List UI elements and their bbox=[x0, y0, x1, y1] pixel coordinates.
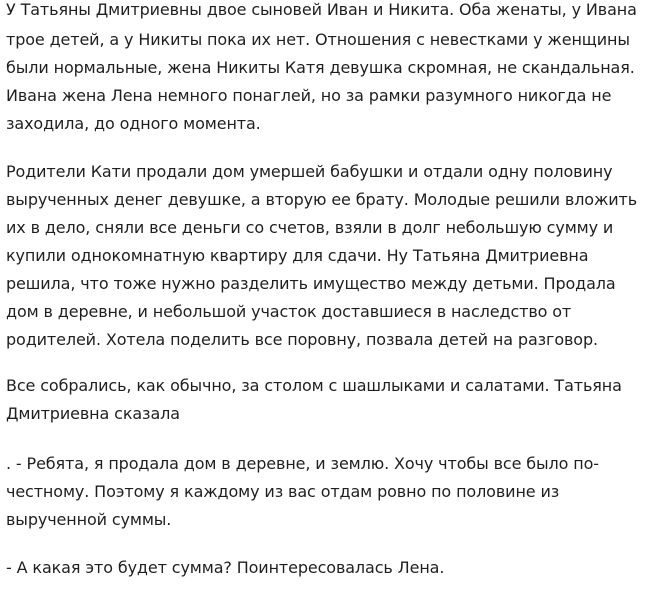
text-line: Дмитриевна сказала bbox=[6, 404, 180, 423]
text-line: дом в деревне, и небольшой участок доставшиеся в наследство от bbox=[6, 302, 572, 321]
text-line: трое детей, а у Никиты пока их нет. Отношения с невестками у женщины bbox=[6, 30, 630, 49]
text-line: вырученных денег девушке, а вторую ее брату. Молодые решили вложить bbox=[6, 190, 638, 209]
text-line: их в дело, сняли все деньги со счетов, взяли в долг небольшую сумму и bbox=[6, 218, 614, 237]
text-line: купили однокомнатную квартиру для сдачи. Ну Татьяна Дмитриевна bbox=[6, 246, 589, 265]
text-line: были нормальные, жена Никиты Катя девушка скромная, не скандальная. bbox=[6, 58, 635, 77]
text-line: У Татьяны Дмитриевны двое сыновей Иван и Никита. Оба женаты, у Ивана bbox=[6, 0, 637, 19]
text-line: Ивана жена Лена немного понаглей, но за рамки разумного никогда не bbox=[6, 86, 612, 105]
text-line: решила, что тоже нужно разделить имущество между детьми. Продала bbox=[6, 274, 616, 293]
text-line: родителей. Хотела поделить все поровну, позвала детей на разговор. bbox=[6, 330, 598, 349]
text-line: - А какая это будет сумма? Поинтересовалась Лена. bbox=[6, 558, 445, 577]
text-line: вырученной суммы. bbox=[6, 510, 172, 529]
text-line: Родители Кати продали дом умершей бабушки и отдали одну половину bbox=[6, 162, 613, 181]
text-line: честному. Поэтому я каждому из вас отдам ровно по половине из bbox=[6, 482, 560, 501]
text-line: . - Ребята, я продала дом в деревне, и землю. Хочу чтобы все было по- bbox=[6, 454, 599, 473]
text-line: Все собрались, как обычно, за столом с шашлыками и салатами. Татьяна bbox=[6, 376, 622, 395]
text-line: заходила, до одного момента. bbox=[6, 114, 261, 133]
